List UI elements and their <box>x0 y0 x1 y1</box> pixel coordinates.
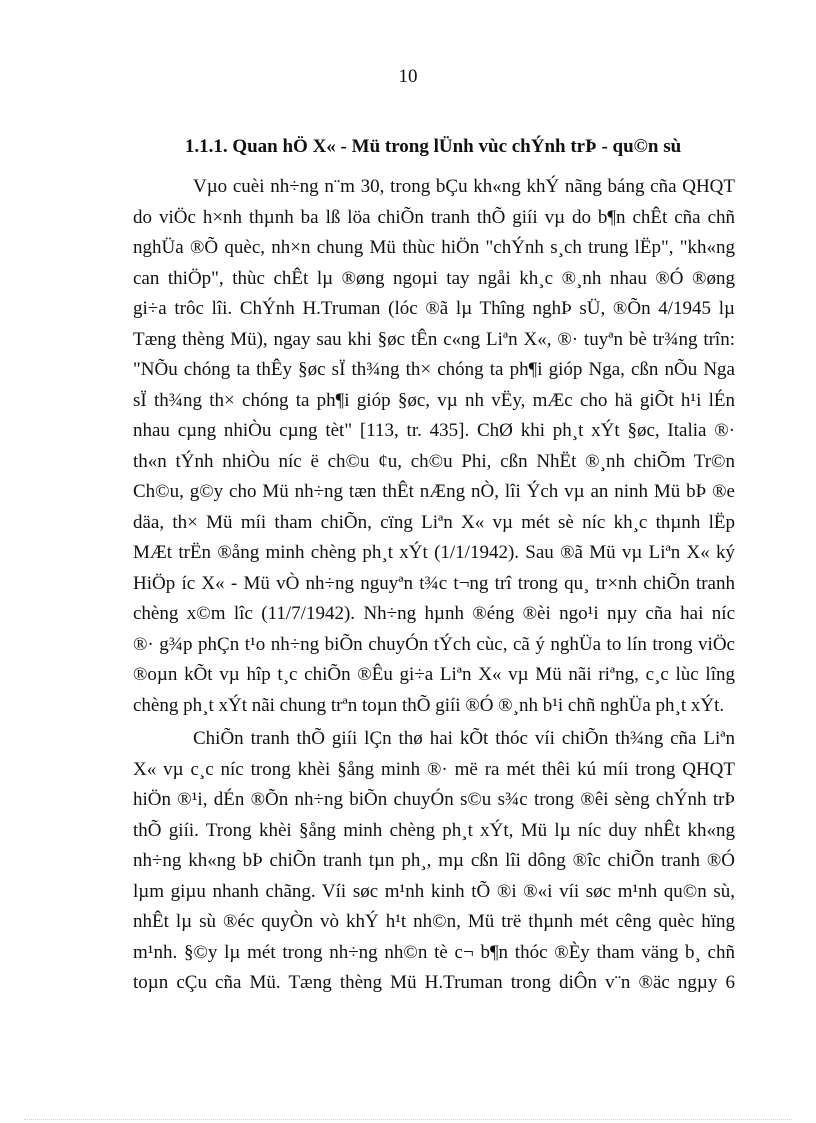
paragraph-1 <box>133 172 735 721</box>
text-line: "NÕu chóng ta thÊy §øc sÏ th¾ng th× chóng ta ph¶i gióp Nga, cßn nÕu Nga <box>133 359 735 380</box>
text-line: can thiÖp", thùc chÊt lµ ®øng ngoµi tay ngåi kh¸c ®¸nh nhau ®Ó ®øng <box>133 267 735 289</box>
paragraph-2 <box>133 724 735 999</box>
text-line: m¹nh. §©y lµ mét trong nh÷ng nh©n tè c¬ b¶n thóc ®Èy tham väng b¸ chñ <box>133 941 735 963</box>
text-line: ®· g¾p phÇn t¹o nh÷ng biÕn chuyÓn tÝch cùc, cã ý nghÜa to lín trong viÖc <box>133 633 735 655</box>
text-line: thÕ giíi. Trong khèi §ång minh chèng ph¸t xÝt, Mü lµ níc duy nhÊt kh«ng <box>133 819 735 841</box>
text-line: Ch©u, g©y cho Mü nh÷ng tæn thÊt nÆng nÒ, lîi Ých vµ an ninh Mü bÞ ®e <box>133 481 735 502</box>
text-line: X« vµ c¸c níc trong khèi §ång minh ®· më ra mét thêi kú míi trong QHQT <box>133 758 735 780</box>
text-line: Vµo cuèi nh÷ng n¨m 30, trong bÇu kh«ng khÝ nãng báng cña QHQT <box>193 176 735 197</box>
text-line: th«n tÝnh nhiÒu níc ë ch©u ¢u, ch©u Phi, cßn NhËt ®¸nh chiÕm Tr©n <box>133 450 735 472</box>
section-heading: 1.1.1. Quan hÖ X« - Mü trong lÜnh vùc chÝnh trÞ - qu©n sù <box>184 136 682 157</box>
page-number: 10 <box>398 66 418 87</box>
text-line: nh÷ng kh«ng bÞ chiÕn tranh tµn ph¸, mµ cßn lîi dông ®îc chiÕn tranh ®Ó <box>133 850 735 871</box>
text-line: chèng ph¸t xÝt nãi chung trªn toµn thÕ giíi ®Ó ®¸nh b¹i chñ nghÜa ph¸t xÝt. <box>133 694 725 716</box>
footer-divider <box>24 1119 792 1120</box>
text-line: HiÖp íc X« - Mü vÒ nh÷ng nguyªn t¾c t¬ng trî trong qu¸ tr×nh chiÕn tranh <box>133 572 735 594</box>
body-text <box>133 172 735 1002</box>
text-line: Tæng thèng Mü), ngay sau khi §øc tÊn c«ng Liªn X«, ®· tuyªn bè tr¾ng trîn: <box>133 328 735 350</box>
text-line: do viÖc h×nh thµnh ba lß löa chiÕn tranh thÕ giíi vµ do b¶n chÊt cña chñ <box>133 206 735 228</box>
text-line: MÆt trËn ®ång minh chèng ph¸t xÝt (1/1/1942). Sau ®ã Mü vµ Liªn X« ký <box>133 542 735 563</box>
text-line: gi÷a trôc lîi. ChÝnh H.Truman (lóc ®ã lµ Thîng nghÞ sÜ, ®Õn 4/1945 lµ <box>133 298 735 319</box>
text-line: sÏ th¾ng th× chóng ta ph¶i gióp §øc, vµ nh vËy, mÆc cho hä giÕt h¹i lÉn <box>133 389 735 411</box>
text-line: däa, th× Mü míi tham chiÕn, cïng Liªn X« vµ mét sè níc kh¸c thµnh lËp <box>133 511 735 533</box>
text-line: nhau cµng nhiÒu cµng tèt" [113, tr. 435]. ChØ khi ph¸t xÝt §øc, Italia ®· <box>133 420 735 441</box>
text-line: nghÜa ®Õ quèc, nh×n chung Mü thùc hiÖn "chÝnh s¸ch trung lËp", "kh«ng <box>133 237 735 258</box>
text-line: ®oµn kÕt vµ hîp t¸c chiÕn ®Êu gi÷a Liªn X« vµ Mü nãi riªng, c¸c lùc lîng <box>133 664 735 685</box>
text-line: chèng x©m lîc (11/7/1942). Nh÷ng hµnh ®éng ®èi ngo¹i nµy cña hai níc <box>133 603 735 624</box>
text-line: nhÊt lµ sù ®éc quyÒn vò khÝ h¹t nh©n, Mü trë thµnh mét cêng quèc hïng <box>133 911 735 932</box>
text-line: ChiÕn tranh thÕ giíi lÇn thø hai kÕt thóc víi chiÕn th¾ng cña Liªn <box>193 728 735 749</box>
text-line: lµm giµu nhanh chãng. Víi søc m¹nh kinh tÕ ®i ®«i víi søc m¹nh qu©n sù, <box>133 880 735 902</box>
text-line: toµn cÇu cña Mü. Tæng thèng Mü H.Truman trong diÔn v¨n ®äc ngµy 6 <box>133 972 735 993</box>
text-line: hiÖn ®¹i, dÉn ®Õn nh÷ng biÕn chuyÓn s©u s¾c trong ®êi sèng chÝnh trÞ <box>133 789 735 810</box>
